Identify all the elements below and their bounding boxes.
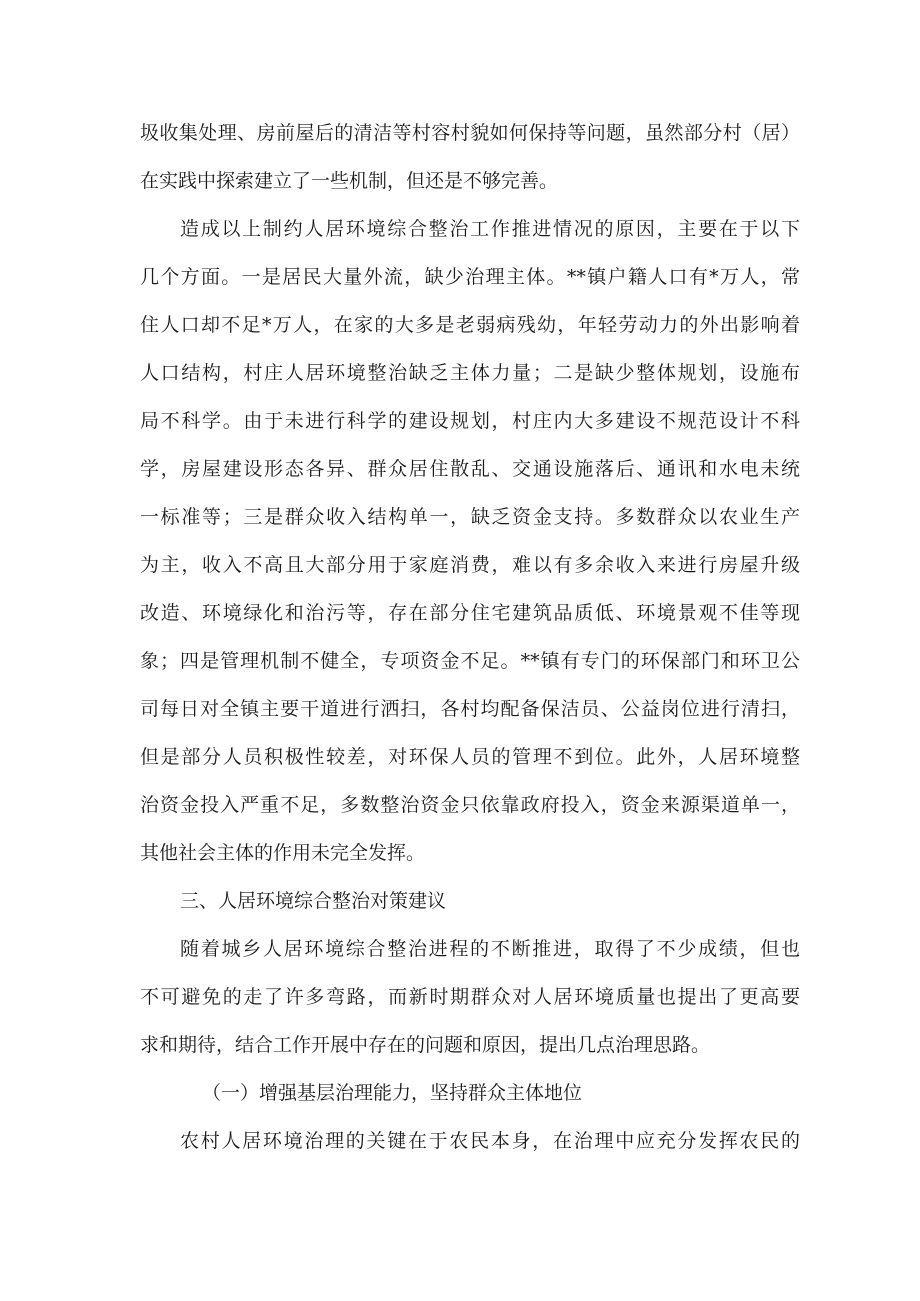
body-text-line: 治资金投入严重不足，多数整治资金只依靠政府投入，资金来源渠道单一，	[140, 794, 800, 816]
subsection-heading: （一）增强基层治理能力，坚持群众主体地位	[202, 1082, 583, 1104]
body-text-line: 几个方面。一是居民大量外流，缺少治理主体。**镇户籍人口有*万人，常	[140, 266, 800, 288]
body-text-line: 改造、环境绿化和治污等，存在部分住宅建筑品质低、环境景观不佳等现	[140, 602, 800, 624]
body-text-line: 为主，收入不高且大部分用于家庭消费，难以有多余收入来进行房屋升级	[140, 554, 800, 576]
body-text-line: 司每日对全镇主要干道进行洒扫，各村均配备保洁员、公益岗位进行清扫，	[140, 698, 800, 720]
body-text-line: 其他社会主体的作用未完全发挥。	[140, 842, 426, 864]
body-text-line: 象；四是管理机制不健全，专项资金不足。**镇有专门的环保部门和环卫公	[140, 650, 800, 672]
paragraph-first-line: 农村人居环境治理的关键在于农民本身，在治理中应充分发挥农民的	[180, 1130, 800, 1152]
body-text-line: 学，房屋建设形态各异、群众居住散乱、交通设施落后、通讯和水电未统	[140, 458, 800, 480]
body-text-line: 圾收集处理、房前屋后的清洁等村容村貌如何保持等问题，虽然部分村（居）	[140, 122, 800, 144]
body-text-line: 不可避免的走了许多弯路，而新时期群众对人居环境质量也提出了更高要	[140, 986, 800, 1008]
body-text-line: 但是部分人员积极性较差，对环保人员的管理不到位。此外，人居环境整	[140, 746, 800, 768]
body-text-line: 在实践中探索建立了一些机制，但还是不够完善。	[140, 170, 559, 192]
section-heading: 三、人居环境综合整治对策建议	[180, 890, 447, 912]
paragraph-first-line: 造成以上制约人居环境综合整治工作推进情况的原因，主要在于以下	[180, 218, 800, 240]
body-text-line: 局不科学。由于未进行科学的建设规划，村庄内大多建设不规范设计不科	[140, 410, 800, 432]
body-text-line: 求和期待，结合工作开展中存在的问题和原因，提出几点治理思路。	[140, 1034, 711, 1056]
body-text-line: 住人口却不足*万人，在家的大多是老弱病残幼，年轻劳动力的外出影响着	[140, 314, 800, 336]
body-text-line: 一标准等；三是群众收入结构单一，缺乏资金支持。多数群众以农业生产	[140, 506, 800, 528]
paragraph-first-line: 随着城乡人居环境综合整治进程的不断推进，取得了不少成绩，但也	[180, 938, 800, 960]
body-text-line: 人口结构，村庄人居环境整治缺乏主体力量；二是缺少整体规划，设施布	[140, 362, 800, 384]
